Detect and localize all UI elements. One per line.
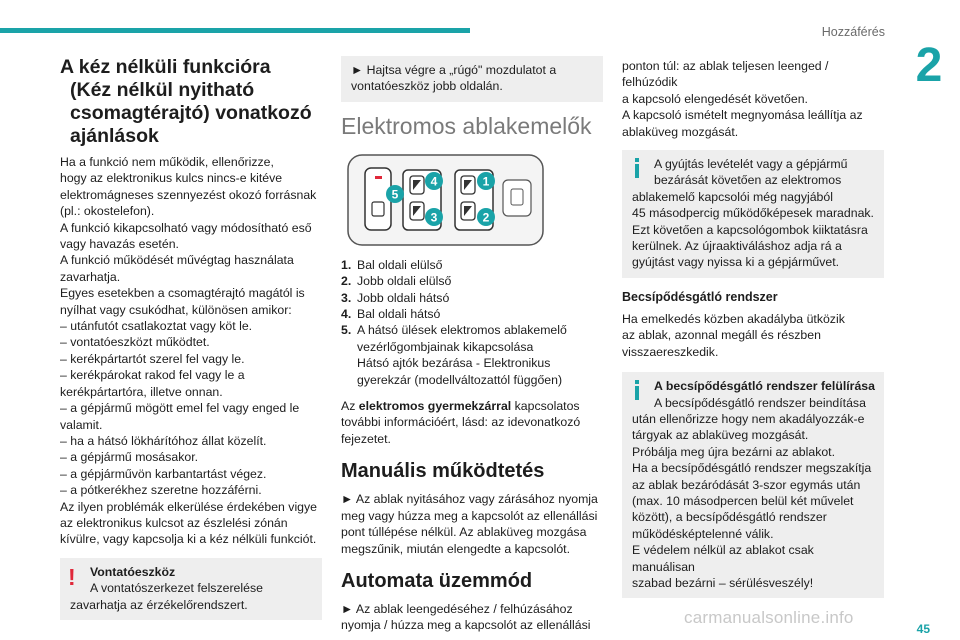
text-line: E védelem nélkül az ablakot csak manuálisan bbox=[632, 543, 814, 574]
text-line: – kerékpárokat rakod fel vagy le a bbox=[60, 368, 245, 383]
text-line: kívülre, vagy kapcsolja ki a kéz nélküli funkciót. bbox=[60, 532, 317, 547]
text-line: az ablak bezáródását 3-szor egymás után bbox=[632, 477, 861, 492]
text-line: ► Az ablak leengedéséhez / felhúzásához bbox=[341, 601, 573, 616]
text-line: A funkció kikapcsolható vagy módosítható eső bbox=[60, 220, 312, 235]
text-line: A gyújtás levételét vagy a gépjármű bbox=[654, 157, 848, 172]
title-line: csomagtérajtó) vonatkozó bbox=[70, 102, 312, 124]
text-line: meg vagy húzza meg a kapcsolót az ellenállási bbox=[341, 508, 598, 523]
text-line: zavarhatja az érzékelőrendszert. bbox=[70, 597, 248, 612]
text-line: – a gépjárművön karbantartást végez. bbox=[60, 466, 267, 481]
column-left bbox=[60, 56, 322, 620]
warning-box bbox=[60, 558, 322, 620]
legend-item: 3. Jobb oldali hátsó bbox=[341, 290, 450, 305]
info-box-timeout bbox=[622, 150, 884, 278]
column-right bbox=[622, 58, 884, 598]
legend-item: 4. Bal oldali hátsó bbox=[341, 307, 441, 322]
text-line: – a pótkerékhez szeretne hozzáférni. bbox=[60, 483, 262, 498]
text-line: nyomja / húzza meg a kapcsolót az ellenállási bbox=[341, 618, 591, 633]
text-line: gyújtást vagy nyissa ki a gépjárművet. bbox=[632, 255, 840, 270]
text-line: pont túllépése nélkül. Az ablaküveg mozgása bbox=[341, 525, 587, 540]
text-line: az elektronikus kulcsot az észlelési zónán bbox=[60, 515, 288, 530]
text-line: fejezetet. bbox=[341, 431, 391, 446]
warning-title: Vontatóeszköz bbox=[90, 564, 176, 579]
text-line: hogy az elektronikus kulcs nincs-e kitéve bbox=[60, 171, 283, 186]
text-line: Ha emelkedés közben akadályba ütközik bbox=[622, 311, 845, 326]
title-line: ajánlások bbox=[70, 125, 159, 147]
text-line: kerülnek. Az újraaktiváláshoz adja rá a bbox=[632, 239, 842, 254]
info-title: A becsípődésgátló rendszer felülírása bbox=[654, 379, 875, 394]
warning-icon: ! bbox=[68, 563, 76, 590]
text-line: – utánfutót csatlakoztat vagy köt le. bbox=[60, 319, 253, 334]
text-line: – a gépjármű mögött emel fel vagy enged le bbox=[60, 401, 300, 416]
info-icon bbox=[630, 380, 644, 400]
text-line: az ablak, azonnal megáll és részben bbox=[622, 328, 821, 343]
text-line: valamit. bbox=[60, 417, 103, 432]
text-line: működésképtelenné válik. bbox=[632, 526, 774, 541]
text-line: nyílhat vagy csukódhat, különösen amikor: bbox=[60, 302, 292, 317]
text-line: vezérlőgombjainak kikapcsolása bbox=[357, 339, 534, 354]
column-middle bbox=[341, 56, 603, 634]
text-line: – a gépjármű mosásakor. bbox=[60, 450, 199, 465]
text-line: Egyes esetekben a csomagtérajtó magától is bbox=[60, 286, 305, 301]
text-line: A becsípődésgátló rendszer beindítása bbox=[654, 395, 866, 410]
callout-5 bbox=[386, 185, 404, 203]
lock-indicator-led bbox=[375, 176, 382, 179]
text-line: Az ilyen problémák elkerülése érdekében vigye bbox=[60, 499, 318, 514]
body-text bbox=[60, 154, 322, 548]
chapter-number: 2 bbox=[898, 40, 960, 90]
text-line: 45 másodpercig működőképesek maradnak. bbox=[632, 206, 874, 221]
text-line: ablakemelő kapcsolói még nagyjából bbox=[632, 189, 833, 204]
watermark: carmanualsonline.info bbox=[684, 608, 854, 627]
text-line: tárgyak az ablaküveg mozgását. bbox=[632, 428, 809, 443]
title-line: A kéz nélküli funkcióra bbox=[60, 56, 271, 78]
callout-3 bbox=[425, 208, 443, 226]
legend-item: 2. Jobb oldali elülső bbox=[341, 274, 452, 289]
section-title bbox=[60, 56, 322, 148]
text-line: – vontatóeszközt működtet. bbox=[60, 335, 210, 350]
callout-1 bbox=[477, 172, 495, 190]
title-line: (Kéz nélkül nyitható bbox=[70, 79, 255, 101]
page-number: 45 bbox=[916, 622, 930, 636]
svg-text:5: 5 bbox=[391, 187, 399, 202]
mirror-control bbox=[503, 180, 531, 216]
text-line: Ha a becsípődésgátló rendszer megszakítja bbox=[632, 461, 872, 476]
heading-manual-operation: Manuális működtetés bbox=[341, 460, 545, 483]
text-line: ► Az ablak nyitásához vagy zárásához nyomja bbox=[341, 492, 598, 507]
legend-item: 1. Bal oldali elülső bbox=[341, 257, 443, 272]
text-line: visszaereszkedik. bbox=[622, 344, 719, 359]
heading-automatic-mode: Automata üzemmód bbox=[341, 569, 533, 592]
text-line: után ellenőrizze hogy nem akadályozzák-e bbox=[632, 411, 865, 426]
text-line: bezárását követően az elektromos bbox=[654, 173, 842, 188]
text-line: – ha a hátsó lökhárítóhoz állat közelít. bbox=[60, 433, 267, 448]
svg-text:1: 1 bbox=[482, 174, 490, 189]
text-line: Hátsó ajtók bezárása - Elektronikus bbox=[357, 356, 551, 371]
text-line: ► Hajtsa végre a „rúgó" mozdulatot a bbox=[351, 63, 557, 77]
text-line: további információért, lásd: az idevonatkozó bbox=[341, 415, 581, 430]
text-line: A vontatószerkezet felszerelése bbox=[90, 581, 263, 596]
text-line: vontatóeszköz jobb oldalán. bbox=[351, 79, 503, 94]
instruction-box bbox=[341, 56, 603, 102]
callout-2 bbox=[477, 208, 495, 226]
callout-4 bbox=[425, 172, 443, 190]
text-line: elektromágneses szennyezést okozó forrásnak bbox=[60, 187, 317, 202]
reference-text: Az elektromos gyermekzárral kapcsolatos bbox=[341, 399, 580, 414]
heading-anti-pinch: Becsípődésgátló rendszer bbox=[622, 289, 778, 304]
svg-text:3: 3 bbox=[430, 210, 438, 225]
text-line: vagy havazás esetén. bbox=[60, 237, 179, 252]
text-line: megszűnik, miután elengedte a kapcsolót. bbox=[341, 541, 570, 556]
text-line: gyerekzár (modellváltozattól függően) bbox=[357, 372, 563, 387]
text-line: zavarhatja. bbox=[60, 269, 121, 284]
text-line: Próbálja meg újra bezárni az ablakot. bbox=[632, 444, 836, 459]
header-accent-bar bbox=[0, 28, 470, 33]
text-line: szabad bezárni – sérülésveszély! bbox=[632, 575, 814, 590]
text-line: ablaküveg mozgását. bbox=[622, 124, 739, 139]
svg-text:2: 2 bbox=[482, 210, 490, 225]
text-line: Ha a funkció nem működik, ellenőrizze, bbox=[60, 155, 274, 169]
text-line: között), a becsípődésgátló rendszer bbox=[632, 510, 827, 525]
text-line: ponton túl: az ablak teljesen leenged / felhúzódik bbox=[622, 59, 829, 90]
figure-legend bbox=[341, 257, 603, 339]
info-box-anti-pinch bbox=[622, 372, 884, 598]
text-line: A kapcsoló ismételt megnyomása leállítja az bbox=[622, 108, 863, 123]
text-line: (max. 10 másodpercen belül két művelet bbox=[632, 493, 854, 508]
text-line: a kapcsoló elengedését követően. bbox=[622, 91, 808, 106]
text-line: Ezt követően a kapcsológombok kiiktatásra bbox=[632, 222, 868, 237]
heading-power-windows: Elektromos ablakemelők bbox=[341, 112, 592, 139]
info-icon bbox=[630, 158, 644, 178]
svg-text:4: 4 bbox=[430, 174, 438, 189]
text-line: – kerékpártartót szerel fel vagy le. bbox=[60, 351, 245, 366]
legend-item: 5. A hátsó ülések elektromos ablakemelő bbox=[341, 323, 567, 338]
text-line: kerékpártartóra, illetve onnan. bbox=[60, 384, 223, 399]
section-header: Hozzáférés bbox=[821, 25, 885, 39]
window-switch-panel-figure bbox=[347, 154, 544, 246]
text-line: (pl.: okostelefon). bbox=[60, 204, 155, 219]
text-line: A funkció működését művégtag használata bbox=[60, 253, 294, 268]
